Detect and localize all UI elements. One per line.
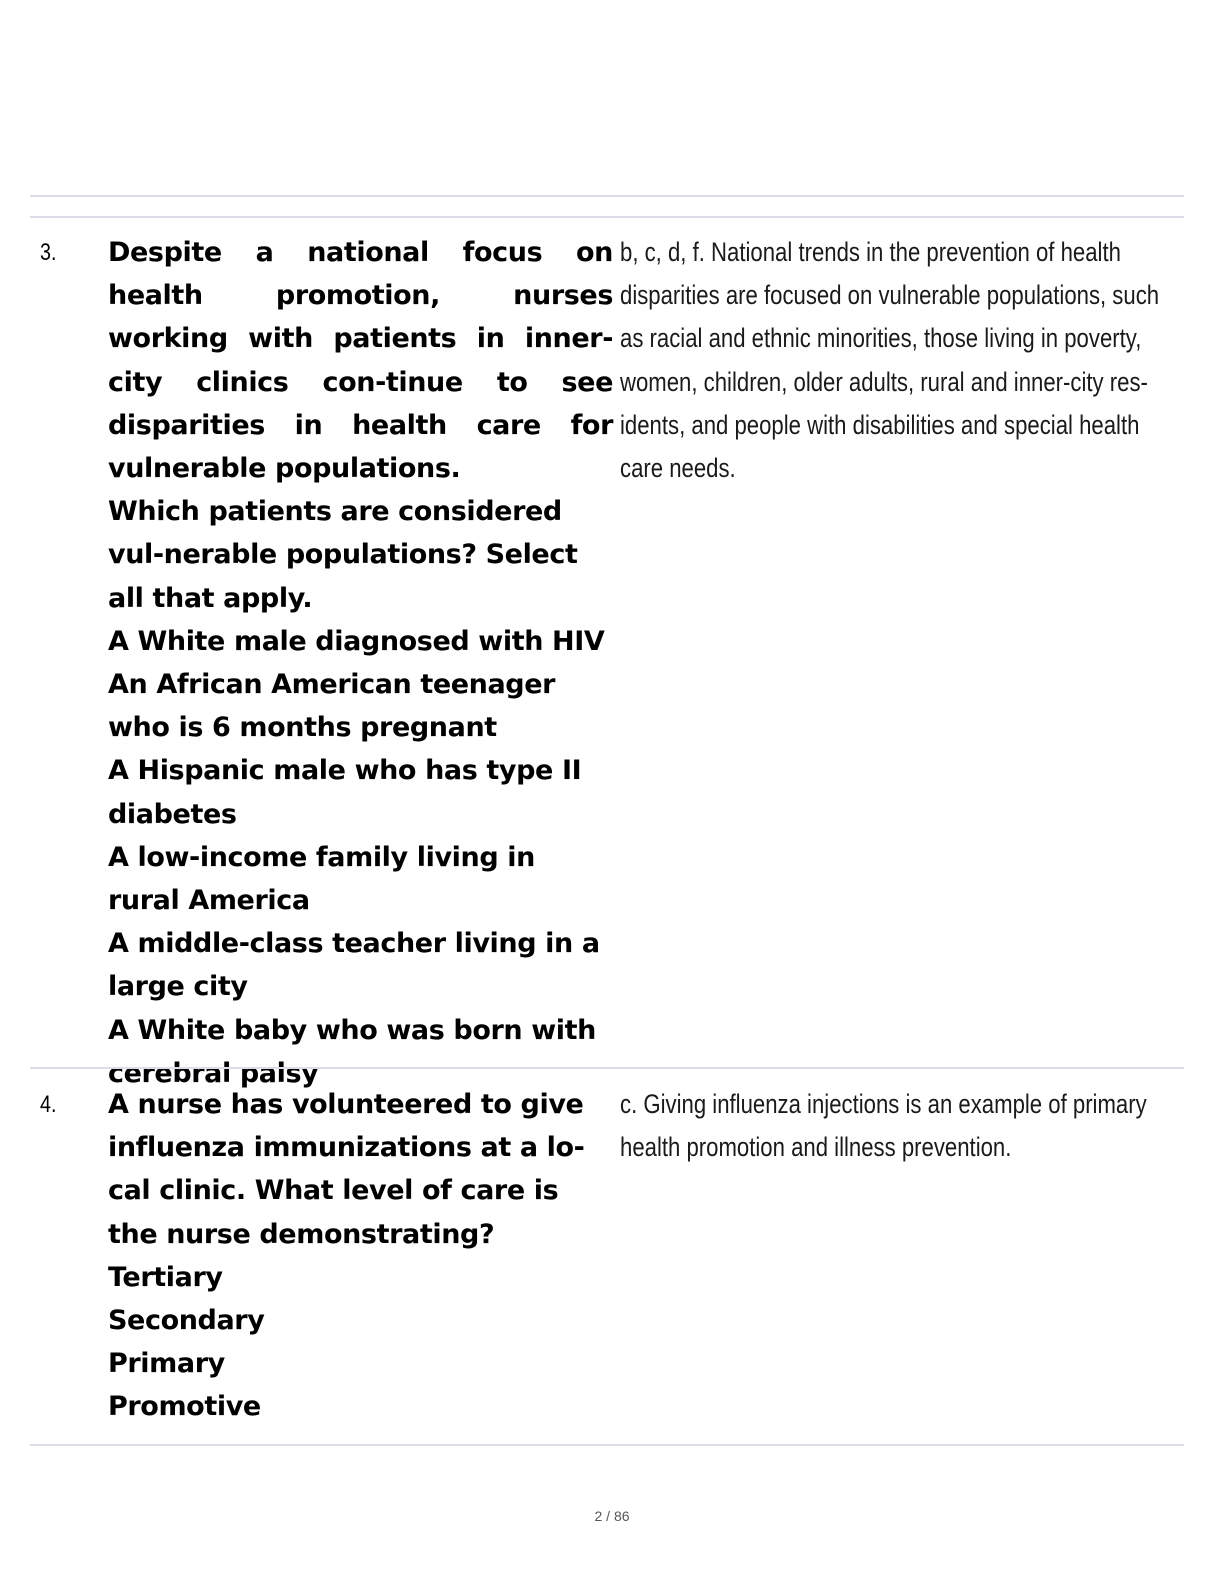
option-a: Tertiary	[108, 1261, 223, 1293]
option-d: A low-income family living in rural America	[108, 841, 535, 917]
question-number: 4.	[40, 1091, 57, 1118]
option-b: Secondary	[108, 1305, 265, 1337]
answer-explanation: b, c, d, f. National trends in the prevention of health disparities are focused on vulnerable populations, such as racial and ethnic minorities, those living in poverty, women, children, older adults, rural and inner-city res-idents, and people with disabilities and special health care needs.	[620, 237, 1160, 484]
question-prompt: Which patients are considered vul-nerable populations? Select all that apply.	[108, 496, 578, 614]
question-text	[108, 231, 613, 1095]
option-b: An African American teenager who is 6 months pregnant	[108, 669, 556, 744]
option-c: A Hispanic male who has type II diabetes	[108, 755, 582, 830]
page-number: 2 / 86	[594, 1508, 630, 1524]
header-divider-top	[30, 195, 1184, 197]
header-divider-bottom	[30, 216, 1184, 218]
question-stem: A nurse has volunteered to give influenza immunizations at a lo-cal clinic. What level of care is the nurse demonstrating?	[108, 1089, 585, 1250]
option-e: A middle-class teacher living in a large city	[108, 928, 600, 1003]
answer-explanation: c. Giving influenza injections is an example of primary health promotion and illness prevention.	[620, 1089, 1147, 1163]
option-a: A White male diagnosed with HIV	[108, 625, 605, 657]
question-text	[108, 1083, 613, 1429]
option-d: Promotive	[108, 1391, 261, 1423]
option-f: A White baby who was born with cerebral palsy	[108, 1014, 596, 1089]
option-c: Primary	[108, 1348, 225, 1380]
row-divider-bottom	[30, 1444, 1184, 1446]
row-divider	[30, 1067, 1184, 1069]
question-stem: Despite a national focus on health promotion, nurses working with patients in inner-city clinics con-tinue to see disparities in health care for vulnerable populations.	[108, 237, 613, 485]
question-number: 3.	[40, 239, 57, 266]
